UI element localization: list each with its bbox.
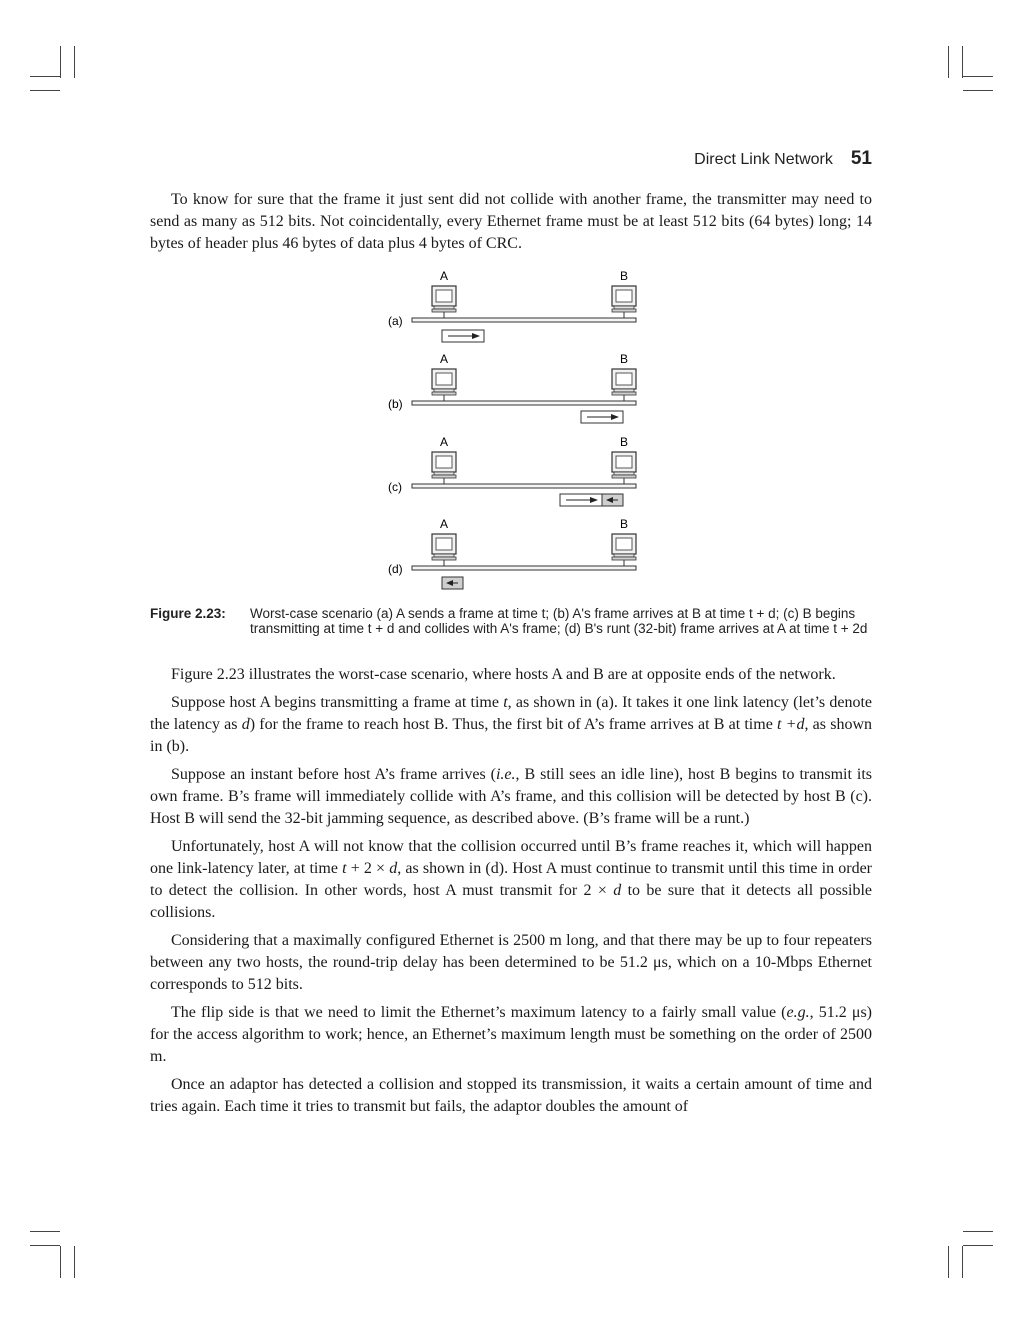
caption-label: Figure 2.23: <box>150 606 226 621</box>
paragraph: Suppose host A begins transmitting a frame at time t, as shown in (a). It takes it one link latency (let’s denote the latency as d) for the frame to reach host B. Thus, the first bit of A’s frame arrives at B at time t +d, as shown in (b). <box>150 694 872 755</box>
ethernet-cable <box>412 401 636 405</box>
host-a-label: A <box>439 269 449 283</box>
running-header <box>150 148 872 170</box>
page-number: 51 <box>850 148 872 169</box>
host-b-label: B <box>619 517 629 531</box>
host-a-computer-icon <box>432 286 456 312</box>
host-a-label: A <box>439 352 449 366</box>
paragraph: Figure 2.23 illustrates the worst-case scenario, where hosts A and B are at opposite ends of the network. <box>171 666 836 683</box>
crop-mark <box>30 90 60 91</box>
paragraph: Unfortunately, host A will not know that the collision occurred until B’s frame reaches it, which will happen one link-latency later, at time t + 2 × d, as shown in (d). Host A must continue to transmit until this time in order to detect the collision. In other words, host A must transmit for 2 × d to be sure that it detects all possible collisions. <box>150 838 873 921</box>
crop-mark <box>963 1245 993 1246</box>
paragraph: Suppose an instant before host A’s frame arrives (i.e., B still sees an idle line), host B begins to transmit its own frame. B’s frame will immediately collide with A’s frame, and this collision will be detected by host B (c). Host B will send the 32-bit jamming sequence, as described above. (B’s frame will be a runt.) <box>150 766 872 827</box>
crop-mark <box>30 1245 60 1246</box>
panel-label: (c) <box>388 480 402 494</box>
ethernet-cable <box>412 566 636 570</box>
body-block <box>150 664 872 1124</box>
intro-block <box>150 189 872 261</box>
crop-mark <box>60 46 61 78</box>
crop-mark <box>60 1246 61 1278</box>
host-a-label: A <box>439 517 449 531</box>
host-b-computer-icon <box>612 534 636 560</box>
host-a-computer-icon <box>432 452 456 478</box>
ethernet-cable <box>412 318 636 322</box>
host-a-computer-icon <box>432 534 456 560</box>
paragraph: The flip side is that we need to limit the Ethernet’s maximum latency to a fairly small value (e.g., 51.2 μs) for the access algorithm to work; hence, an Ethernet’s maximum length must be something on the order of 2500 m. <box>150 1004 872 1065</box>
crop-mark <box>30 1231 60 1232</box>
ethernet-cable <box>412 484 636 488</box>
panel-b <box>388 352 636 423</box>
crop-mark <box>948 46 949 78</box>
paragraph: Once an adaptor has detected a collision and stopped its transmission, it waits a certain amount of time and tries again. Each time it tries to transmit but fails, the adaptor doubles the amount of <box>150 1076 872 1115</box>
panel-c <box>388 435 636 506</box>
host-b-label: B <box>619 269 629 283</box>
host-a-computer-icon <box>432 369 456 395</box>
host-b-computer-icon <box>612 286 636 312</box>
crop-mark <box>963 90 993 91</box>
paragraph: Considering that a maximally configured Ethernet is 2500 m long, and that there may be up to four repeaters between any two hosts, the round-trip delay has been determined to be 51.2 μs, which on a 10-Mbps Ethernet corresponds to 512 bits. <box>150 932 872 993</box>
host-b-computer-icon <box>612 452 636 478</box>
panel-label: (a) <box>388 314 403 328</box>
crop-mark <box>30 76 60 77</box>
crop-mark <box>963 76 993 77</box>
crop-mark <box>962 1246 963 1278</box>
crop-mark <box>948 1246 949 1278</box>
caption-text: Worst-case scenario (a) A sends a frame at time t; (b) A's frame arrives at B at time t + d; (c) B begins transmitting at time t + d and collides with A's frame; (d) B's runt (32-bit) frame arrives at A at time t + 2d <box>250 606 868 636</box>
host-b-label: B <box>619 352 629 366</box>
running-title: Direct Link Network <box>694 151 833 168</box>
crop-mark <box>962 46 963 78</box>
host-a-label: A <box>439 435 449 449</box>
panel-label: (d) <box>388 562 403 576</box>
figure-caption <box>150 606 872 636</box>
panel-label: (b) <box>388 397 403 411</box>
crop-mark <box>74 1246 75 1278</box>
intro-paragraph: To know for sure that the frame it just sent did not collide with another frame, the transmitter may need to send as many as 512 bits. Not coincidentally, every Ethernet frame must be at least 512 bits (64 bytes) long; 14 bytes of header plus 46 bytes of data plus 4 bytes of CRC. <box>150 191 872 252</box>
figure-2-23 <box>380 266 650 596</box>
crop-mark <box>74 46 75 78</box>
crop-mark <box>963 1231 993 1232</box>
host-b-label: B <box>619 435 629 449</box>
panel-d <box>388 517 636 589</box>
panel-a <box>388 269 636 342</box>
host-b-computer-icon <box>612 369 636 395</box>
